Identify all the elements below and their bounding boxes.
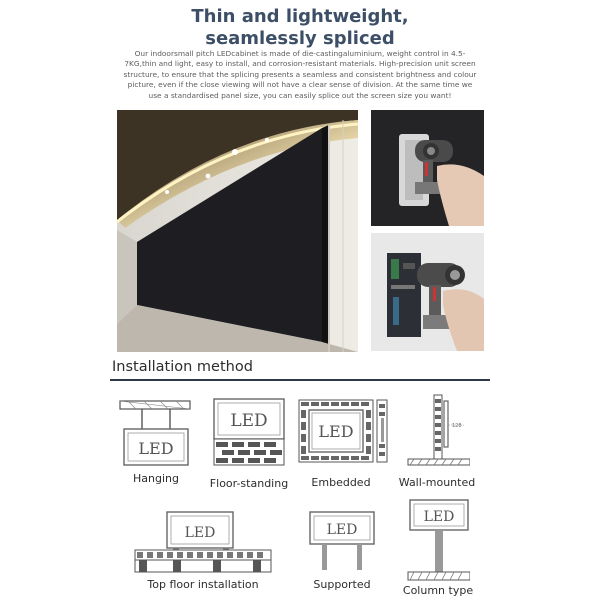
heading-divider: [110, 379, 490, 381]
svg-text:LED: LED: [318, 422, 354, 441]
method-label-hanging: Hanging: [133, 472, 179, 485]
svg-text:LED: LED: [138, 439, 174, 458]
intro-paragraph: Our indoorsmall pitch LEDcabinet is made of die-castingaluminium, weight control in 4.5-7KG,thin and light, easy to install, and corrosion-resistant materials. High-precision unit screen structure, to ensure that the splicing presents a seamless and consistent brightness and colour picture, even if the close viewing will not have a clear sense of division. At the same time we use a standardised panel size, you can easily splice out the screen size you want!: [123, 49, 477, 100]
column-type-diagram: [406, 498, 470, 582]
page-subtitle: seamlessly spliced: [205, 28, 395, 49]
method-label-supported: Supported: [313, 578, 371, 591]
svg-text:LED: LED: [184, 525, 216, 541]
svg-text:128: 128: [452, 423, 462, 429]
maintenance-tool-photo: [371, 110, 484, 226]
floor-standing-diagram: [212, 397, 286, 467]
embedded-diagram: [297, 398, 391, 464]
method-label-wall-mounted: Wall-mounted: [398, 476, 476, 489]
svg-text:LED: LED: [230, 411, 268, 431]
installation-heading: Installation method: [112, 359, 253, 375]
method-label-embedded: Embedded: [311, 476, 371, 489]
hanging-diagram: [118, 397, 196, 469]
supported-diagram: [308, 510, 376, 572]
svg-text:LED: LED: [326, 522, 358, 538]
top-floor-diagram: [133, 510, 273, 574]
wall-mounted-diagram: [404, 393, 470, 469]
method-label-top-floor: Top floor installation: [147, 578, 259, 591]
led-wall-photo: [117, 110, 358, 352]
cabinet-module-photo: [371, 233, 484, 351]
svg-text:LED: LED: [423, 509, 455, 525]
method-label-column-type: Column type: [402, 584, 474, 597]
method-label-floor-standing: Floor-standing: [209, 477, 289, 490]
page-title: Thin and lightweight,: [191, 6, 409, 27]
